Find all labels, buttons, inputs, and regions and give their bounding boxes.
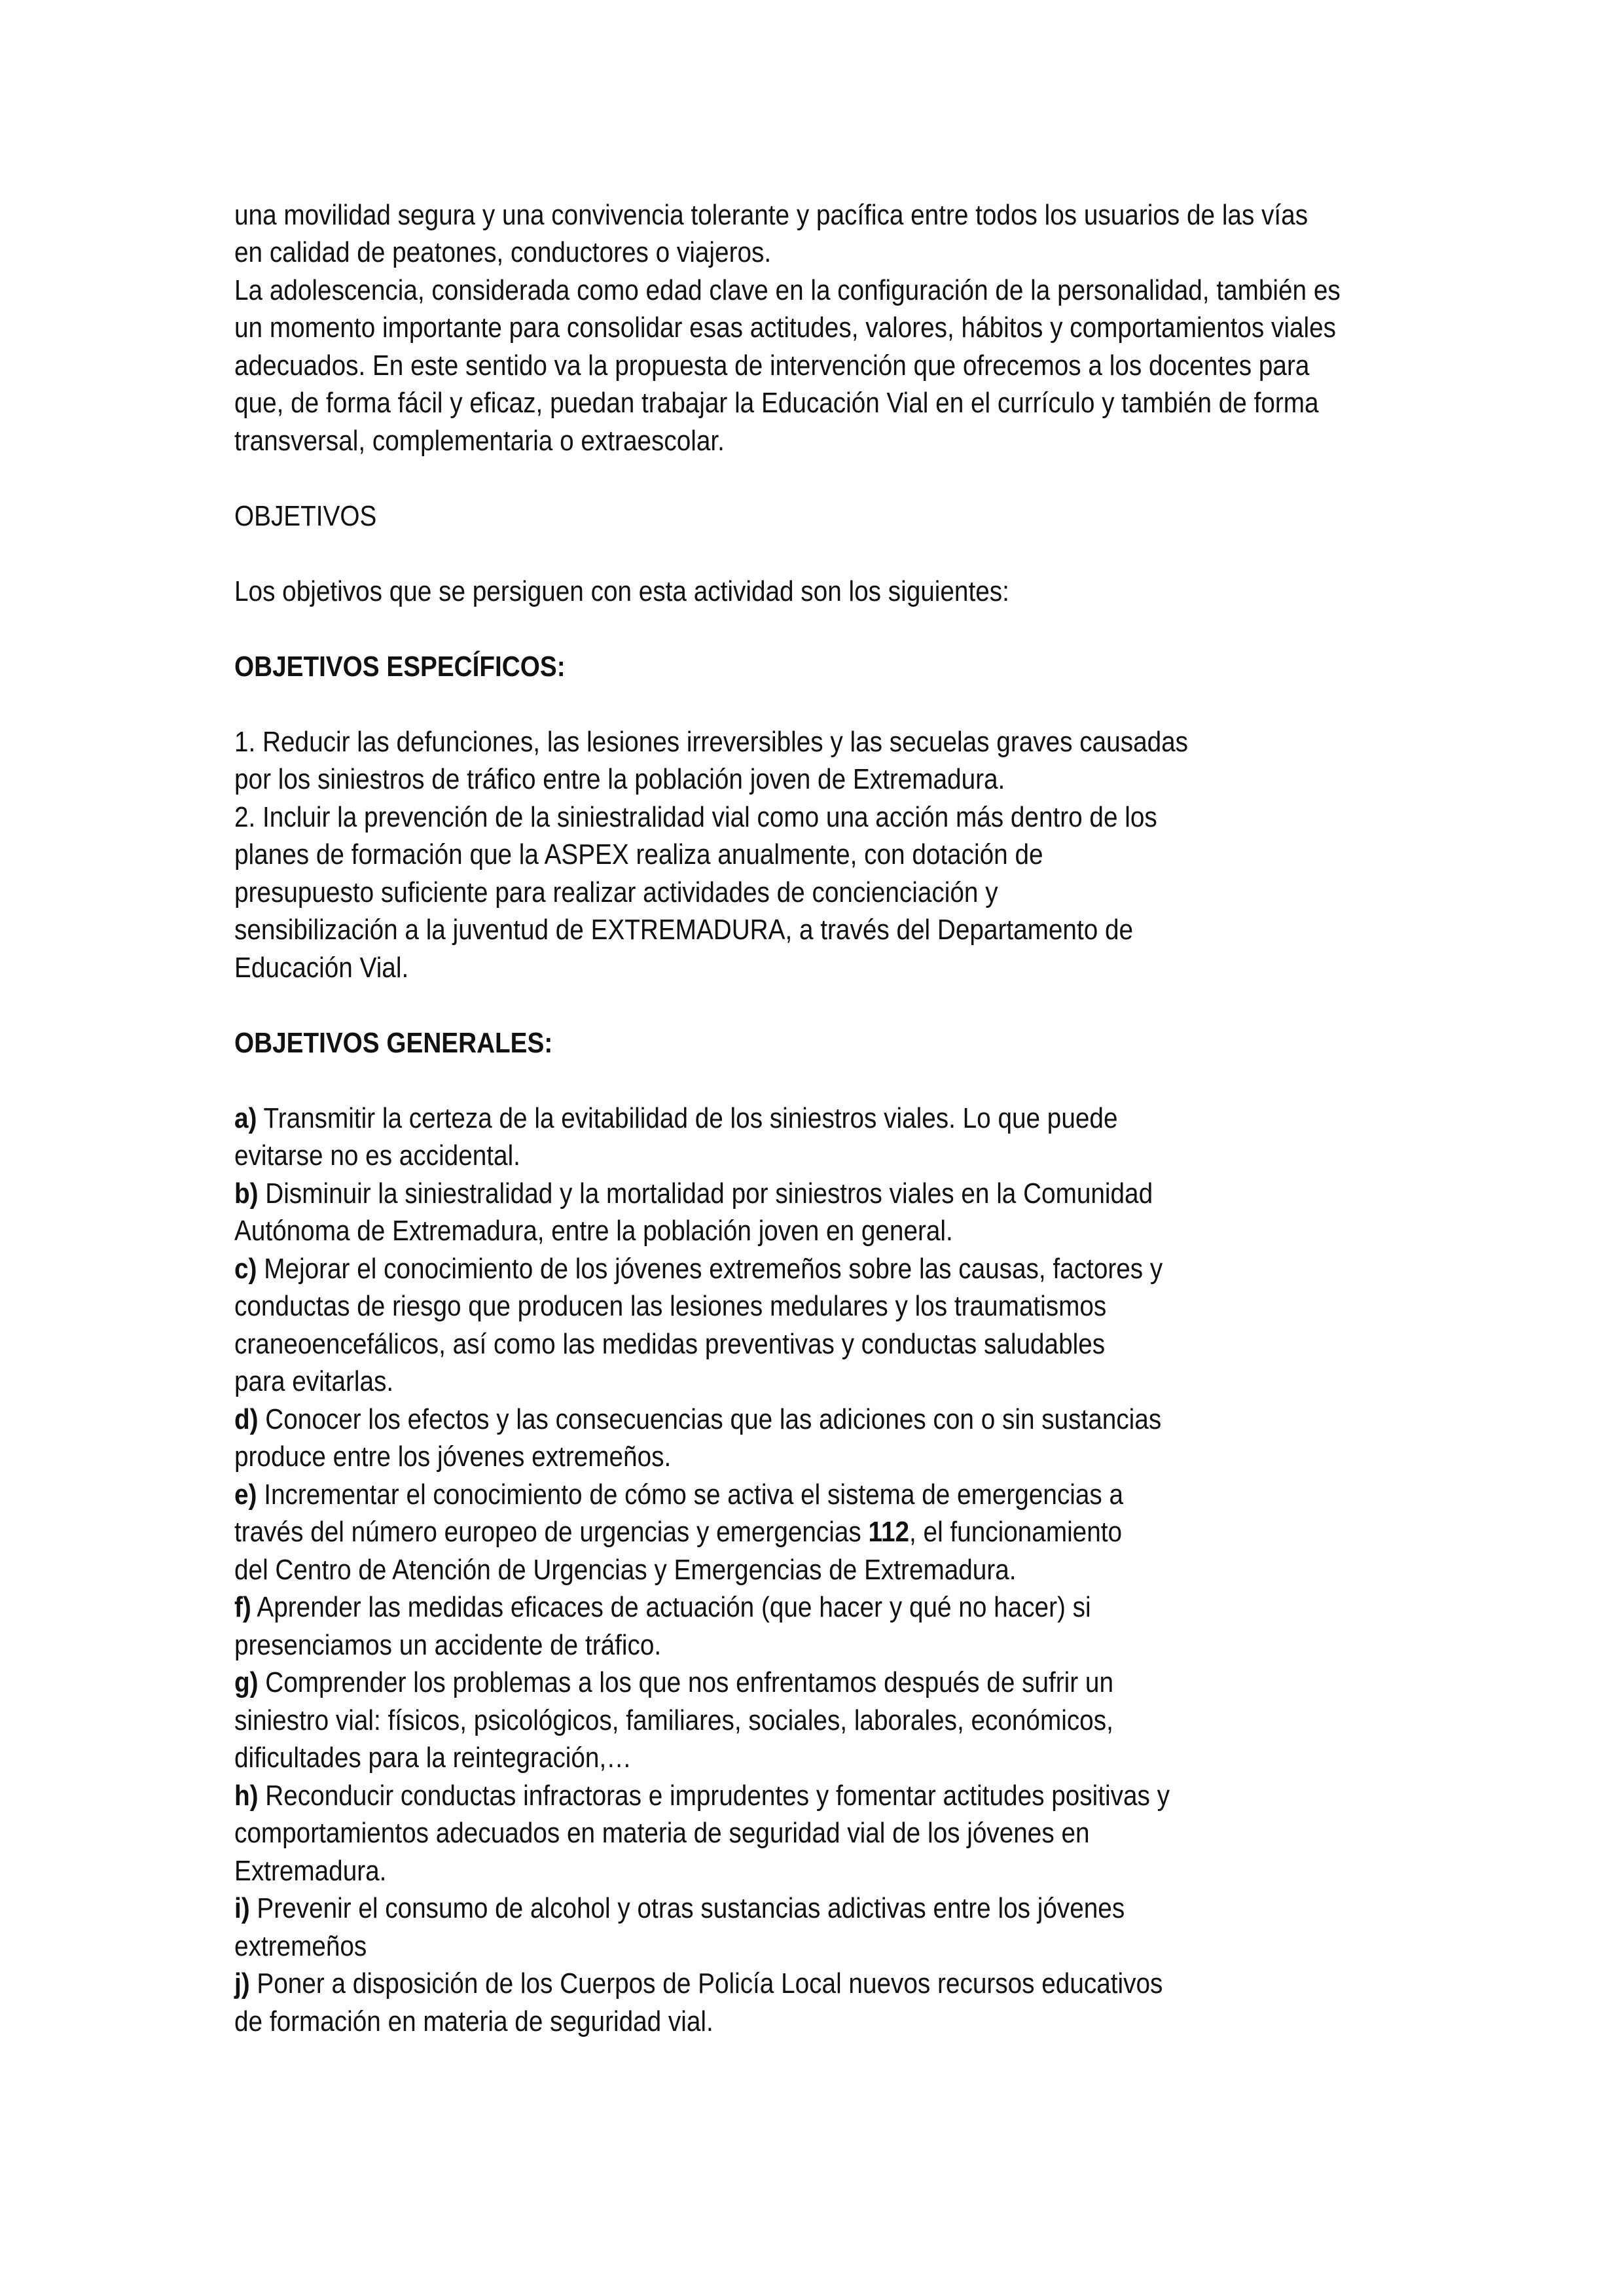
generales-item-i: [234, 1890, 1125, 1927]
generales-item-f: [234, 1588, 1091, 1626]
item-letter: j): [234, 1967, 250, 2000]
generales-item-continuation: para evitarlas.: [234, 1365, 394, 1397]
intro-line: que, de forma fácil y eficaz, puedan trabajar la Educación Vial en el currículo y también de forma: [234, 387, 1319, 419]
especificos-line: planes de formación que la ASPEX realiza anualmente, con dotación de: [234, 838, 1043, 870]
item-letter: h): [234, 1780, 259, 1812]
especificos-heading: OBJETIVOS ESPECÍFICOS:: [234, 651, 566, 683]
generales-item-e: [234, 1476, 1123, 1513]
generales-item-continuation: siniestro vial: físicos, psicológicos, familiares, sociales, laborales, económicos,: [234, 1704, 1113, 1736]
generales-item-continuation: presenciamos un accidente de tráfico.: [234, 1629, 662, 1661]
intro-line: en calidad de peatones, conductores o viajeros.: [234, 236, 772, 268]
item-text: Conocer los efectos y las consecuencias que las adiciones con o sin sustancias: [258, 1403, 1162, 1435]
generales-item-continuation: craneoencefálicos, así como las medidas preventivas y conductas saludables: [234, 1328, 1106, 1360]
item-text: Prevenir el consumo de alcohol y otras sustancias adictivas entre los jóvenes: [249, 1892, 1125, 1924]
intro-line: adecuados. En este sentido va la propuesta de intervención que ofrecemos a los docentes para: [234, 350, 1310, 382]
generales-item-d: [234, 1401, 1161, 1438]
item-text: Comprender los problemas a los que nos enfrentamos después de sufrir un: [258, 1666, 1113, 1698]
generales-item-continuation: comportamientos adecuados en materia de seguridad vial de los jóvenes en: [234, 1817, 1090, 1849]
intro-line: una movilidad segura y una convivencia tolerante y pacífica entre todos los usuarios de las vías: [234, 199, 1308, 231]
generales-heading: OBJETIVOS GENERALES:: [234, 1027, 553, 1059]
generales-item-continuation: produce entre los jóvenes extremeños.: [234, 1441, 672, 1473]
especificos-line: 1. Reducir las defunciones, las lesiones irreversibles y las secuelas graves causadas: [234, 726, 1189, 758]
intro-line: un momento importante para consolidar esas actitudes, valores, hábitos y comportamientos viales: [234, 312, 1337, 344]
item-letter: b): [234, 1177, 259, 1210]
generales-item-continuation: conductas de riesgo que producen las lesiones medulares y los traumatismos: [234, 1290, 1107, 1322]
generales-item-continuation: [234, 1513, 1122, 1551]
especificos-line: sensibilización a la juventud de EXTREMADURA, a través del Departamento de: [234, 914, 1134, 946]
generales-item-continuation: extremeños: [234, 1930, 367, 1962]
generales-item-j: [234, 1965, 1163, 2002]
generales-item-continuation: Extremadura.: [234, 1855, 387, 1887]
item-letter: c): [234, 1253, 257, 1285]
item-text: Mejorar el conocimiento de los jóvenes extremeños sobre las causas, factores y: [257, 1253, 1163, 1285]
item-letter: i): [234, 1892, 250, 1924]
item-text: Reconducir conductas infractoras e imprudentes y fomentar actitudes positivas y: [258, 1780, 1170, 1812]
especificos-line: Educación Vial.: [234, 952, 409, 984]
item-text: , el funcionamiento: [909, 1516, 1123, 1548]
item-letter: d): [234, 1403, 259, 1435]
generales-item-continuation: evitarse no es accidental.: [234, 1139, 520, 1172]
generales-item-continuation: dificultades para la reintegración,…: [234, 1742, 632, 1774]
intro-line: transversal, complementaria o extraescolar.: [234, 425, 725, 457]
item-letter: e): [234, 1479, 257, 1511]
item-letter: f): [234, 1591, 251, 1623]
objetivos-heading: OBJETIVOS: [234, 500, 377, 532]
objetivos-intro: Los objetivos que se persiguen con esta actividad son los siguientes:: [234, 575, 1009, 607]
generales-item-continuation: del Centro de Atención de Urgencias y Emergencias de Extremadura.: [234, 1554, 1017, 1586]
item-letter: a): [234, 1102, 257, 1134]
item-text: Transmitir la certeza de la evitabilidad de los siniestros viales. Lo que puede: [257, 1102, 1118, 1134]
especificos-line: 2. Incluir la prevención de la siniestralidad vial como una acción más dentro de los: [234, 801, 1157, 833]
item-text: través del número europeo de urgencias y emergencias: [234, 1516, 869, 1548]
intro-line: La adolescencia, considerada como edad clave en la configuración de la personalidad, también es: [234, 274, 1341, 306]
especificos-line: por los siniestros de tráfico entre la población joven de Extremadura.: [234, 763, 1005, 795]
item-text: Disminuir la siniestralidad y la mortalidad por siniestros viales en la Comunidad: [258, 1177, 1153, 1210]
generales-item-b: [234, 1175, 1153, 1212]
item-letter: g): [234, 1666, 259, 1698]
emergency-number: 112: [868, 1516, 910, 1548]
item-text: Poner a disposición de los Cuerpos de Policía Local nuevos recursos educativos: [249, 1967, 1163, 2000]
generales-item-h: [234, 1777, 1170, 1814]
generales-item-continuation: de formación en materia de seguridad vial.: [234, 2005, 713, 2037]
item-text: Aprender las medidas eficaces de actuación (que hacer y qué no hacer) si: [251, 1591, 1091, 1623]
generales-item-continuation: Autónoma de Extremadura, entre la población joven en general.: [234, 1215, 953, 1247]
generales-item-a: [234, 1100, 1117, 1137]
generales-item-g: [234, 1664, 1113, 1701]
item-text: Incrementar el conocimiento de cómo se activa el sistema de emergencias a: [257, 1479, 1124, 1511]
especificos-line: presupuesto suficiente para realizar actividades de concienciación y: [234, 876, 998, 908]
generales-item-c: [234, 1250, 1163, 1287]
